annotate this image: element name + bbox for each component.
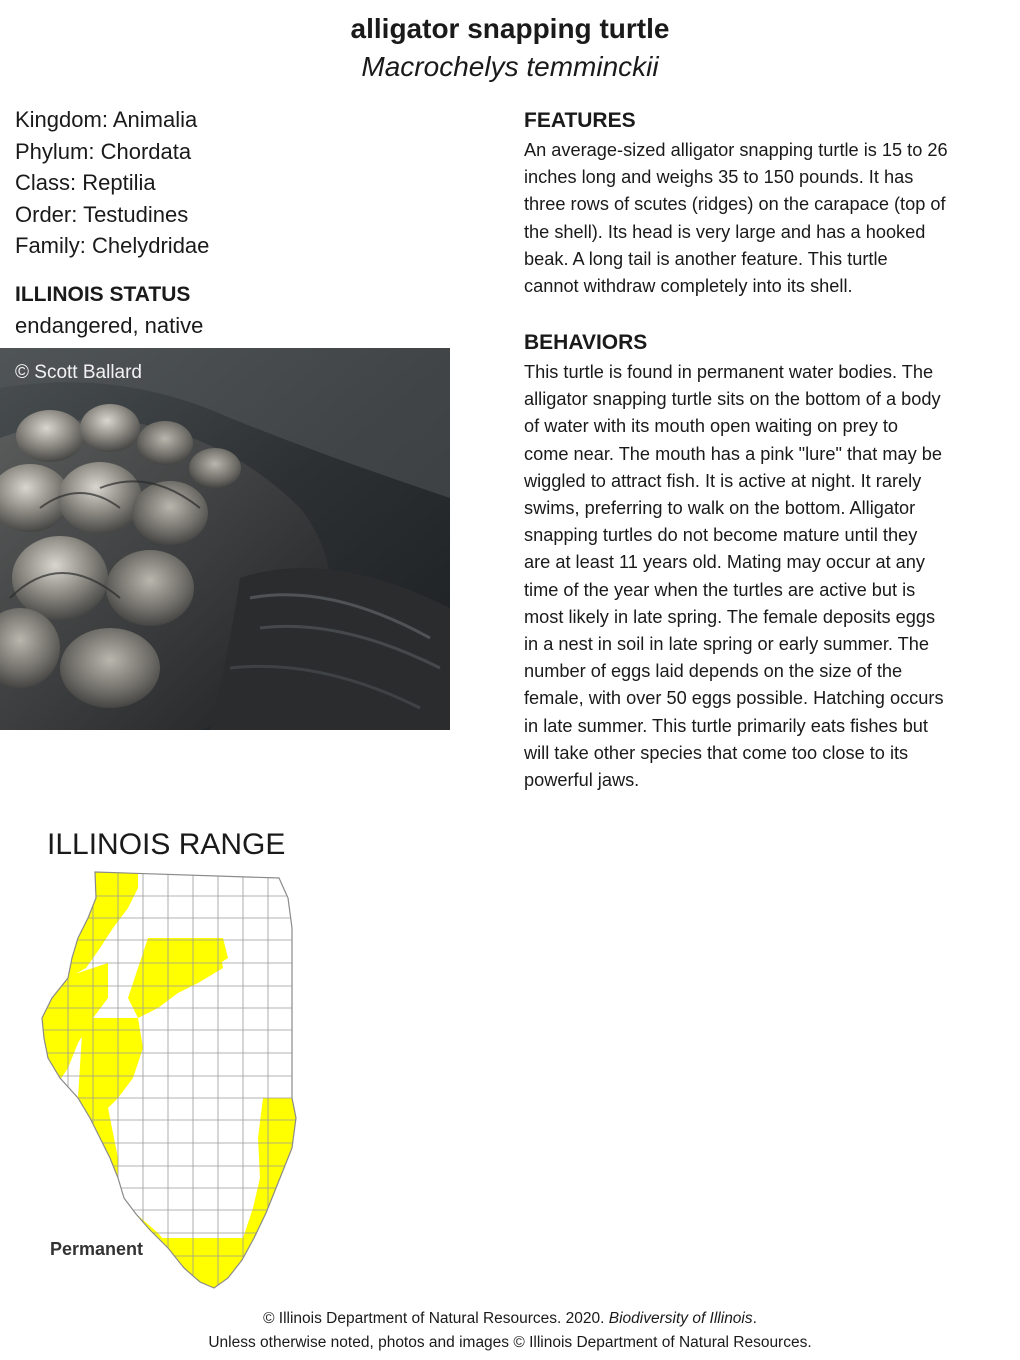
taxonomy-order: Order: Testudines (15, 201, 189, 227)
behaviors-line: in a nest in soil in late spring or early summer. The (524, 634, 930, 655)
illinois-range-map (38, 868, 298, 1298)
range-heading: ILLINOIS RANGE (47, 828, 286, 861)
behaviors-heading: BEHAVIORS (524, 331, 648, 354)
taxonomy-kingdom: Kingdom: Animalia (15, 107, 198, 132)
features-line: beak. A long tail is another feature. This turtle (524, 248, 888, 269)
behaviors-line: most likely in late spring. The female deposits eggs (524, 606, 936, 627)
behaviors-line: come near. The mouth has a pink "lure" that may be (524, 443, 942, 464)
features-line: the shell). Its head is very large and has a hooked (524, 221, 926, 242)
illinois-map-svg (38, 868, 298, 1298)
footer-citation (0, 1308, 1020, 1330)
behaviors-line: are at least 11 years old. Mating may occur at any (524, 552, 925, 573)
turtle-photo (0, 348, 450, 730)
behaviors-line: swims, preferring to walk on the bottom. Alligator (524, 498, 916, 519)
footer-citation-prefix: © Illinois Department of Natural Resources. 2020. (263, 1310, 609, 1327)
features-text (524, 137, 1012, 300)
footer-citation-title: Biodiversity of Illinois (608, 1310, 753, 1327)
map-legend-label: Permanent (50, 1239, 144, 1259)
page-title: alligator snapping turtle (350, 13, 670, 44)
behaviors-line: will take other species that come too close to its (524, 742, 909, 763)
features-line: three rows of scutes (ridges) on the carapace (top of (524, 194, 946, 215)
behaviors-line: number of eggs laid depends on the size of the (524, 661, 903, 682)
status-value: endangered, native (15, 313, 204, 338)
behaviors-line: powerful jaws. (524, 770, 640, 791)
features-line: inches long and weighs 35 to 150 pounds. It has (524, 167, 914, 188)
behaviors-line: alligator snapping turtle sits on the bottom of a body (524, 389, 941, 410)
footer-citation-suffix: . (752, 1310, 757, 1327)
behaviors-line: female, with over 50 eggs possible. Hatching occurs (524, 688, 944, 709)
features-line: cannot withdraw completely into its shell. (524, 276, 853, 297)
features-heading: FEATURES (524, 109, 636, 132)
turtle-photo-illustration (0, 348, 450, 730)
behaviors-line: in late summer. This turtle primarily eats fishes but (524, 715, 928, 736)
behaviors-line: This turtle is found in permanent water bodies. The (524, 362, 934, 382)
features-line: An average-sized alligator snapping turtle is 15 to 26 (524, 140, 948, 160)
behaviors-text (524, 359, 1012, 794)
behaviors-line: snapping turtles do not become mature until they (524, 525, 918, 546)
taxonomy-phylum: Phylum: Chordata (15, 138, 192, 164)
behaviors-line: of water with its mouth open waiting on prey to (524, 416, 899, 437)
scientific-name: Macrochelys temminckii (361, 51, 659, 82)
taxonomy-class: Class: Reptilia (15, 170, 156, 196)
behaviors-line: time of the year when the turtles are active but is (524, 579, 916, 600)
behaviors-line: wiggled to attract fish. It is active at night. It rarely (524, 470, 922, 491)
taxonomy-list (15, 104, 315, 262)
taxonomy-family: Family: Chelydridae (15, 233, 210, 259)
photo-credit: © Scott Ballard (15, 362, 142, 383)
status-heading: ILLINOIS STATUS (15, 283, 191, 306)
footer-copyright: Unless otherwise noted, photos and images © Illinois Department of Natural Resources. (208, 1334, 812, 1351)
